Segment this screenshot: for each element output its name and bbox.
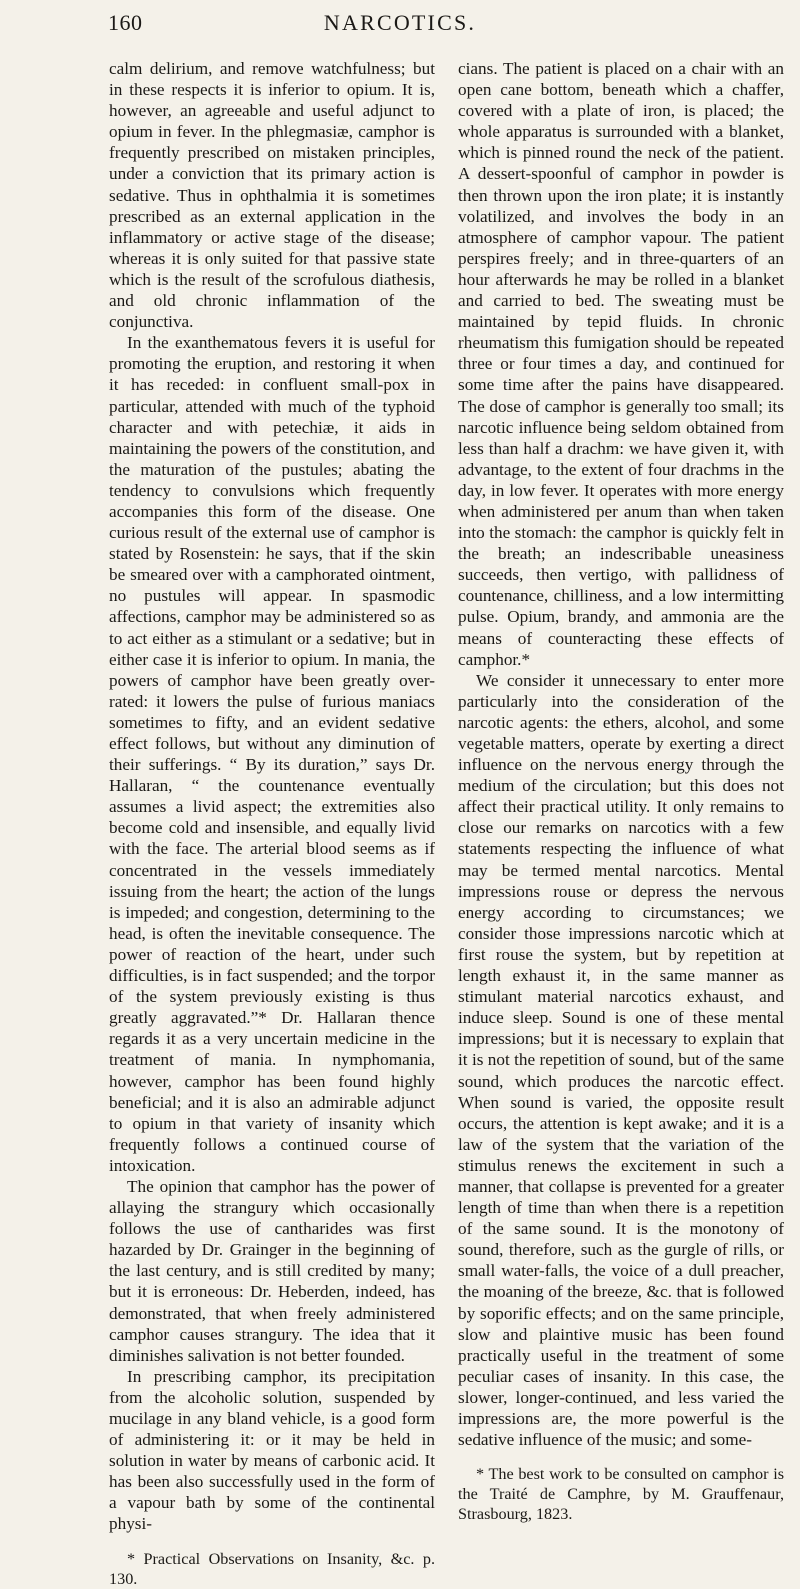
paragraph: We consider it unnecessary to enter more particularly into the consideration of the narcotic agents: the ethers, alcohol, and some vegetable matters, operate by exerting a direct influence on the nervous energy through the medium of the circulation; but this does not affect their practical utility. It only remains to close our remarks on narcotics with a few statements respecting the influence of what may be termed mental narcotics. Mental impressions rouse or depress the nervous energy according to circumstances; we consider those impressions narcotic which at first rouse the system, but by repetition at length exhaust it, in the same manner as stimulant material narcotics exhaust, and induce sleep. Sound is one of these mental impressions; but it is necessary to explain that it is not the repetition of sound, but of the same sound, which produces the narcotic effect. When sound is varied, the opposite result occurs, the attention is kept awake; and it is a law of the system that the variation of the stimulus renews the excitement in such a manner, that collapse is prevented for a greater length of time than when there is a repetition of the same sound. It is the monotony of sound, therefore, such as the gurgle of rills, or small water-falls, the voice of a dull preacher, the moaning of the breeze, &c. that is followed by soporific effects; and on the same principle, slow and plaintive music has been found practically useful in the treatment of some peculiar cases of insanity. In this case, the slower, longer-continued, and less varied the impressions are, the more powerful is the sedative influence of the music; and some-: [458, 670, 784, 1450]
footnote: [458, 1464, 784, 1524]
paragraph: The opinion that camphor has the power of allaying the strangury which occasionally follows the use of cantharides was first hazarded by Dr. Grainger in the beginning of the last century, and is still credited by many; but it is erroneous: Dr. Heberden, indeed, has demonstrated, that when freely administered camphor causes strangury. The idea that it diminishes salivation is not better founded.: [109, 1176, 435, 1365]
left-column: [109, 58, 435, 1589]
paragraph: In prescribing camphor, its precipitation from the alcoholic solution, suspended by mucilage in any bland vehicle, is a good form of administering it: or it may be held in solution in water by means of carbonic acid. It has been also successfully used in the form of a vapour bath by some of the continental physi-: [109, 1366, 435, 1534]
paragraph: cians. The patient is placed on a chair with an open cane bottom, beneath which a chaffer, covered with a plate of iron, is placed; the whole apparatus is surrounded with a blanket, which is pinned round the neck of the patient. A dessert-spoonful of camphor in powder is then thrown upon the iron plate; it is instantly volatilized, and involves the body in an atmosphere of camphor vapour. The patient perspires freely; and in three-quarters of an hour afterwards he may be rolled in a blanket and carried to bed. The sweating must be maintained by tepid fluids. In chronic rheumatism this fumigation should be repeated three or four times a day, and continued for some time after the pains have disappeared. The dose of camphor is generally too small; its narcotic influence being seldom obtained from less than half a drachm: we have given it, with advantage, to the extent of four drachms in the day, in low fever. It operates with more energy when administered per anum than when taken into the stomach: the camphor is quickly felt in the breath; an indescribable uneasiness succeeds, then vertigo, with pallidness of countenance, chilliness, and a low intermitting pulse. Opium, brandy, and ammonia are the means of counteracting these effects of camphor.*: [458, 59, 784, 669]
running-head: [0, 10, 800, 46]
footnote-text: * Practical Observations on Insanity, &c. p. 130.: [109, 1549, 435, 1588]
page-number: 160: [108, 10, 143, 35]
paragraph: In the exanthematous fevers it is useful for promoting the eruption, and restoring it when it has receded: in confluent small-pox in particular, attended with much of the typhoid character and with petechiæ, it aids in maintaining the powers of the constitution, and the maturation of the pustules; abating the tendency to convulsions which frequently accompanies this form of the disease. One curious result of the external use of camphor is stated by Rosenstein: he says, that if the skin be smeared over with a camphorated ointment, no pustules will appear. In spasmodic affections, camphor may be administered so as to act either as a stimulant or a sedative; but in either case it is inferior to opium. In mania, the powers of camphor have been greatly over-rated: it lowers the pulse of furious maniacs sometimes to fifty, and an evident sedative effect follows, but without any diminution of their sufferings. “ By its duration,” says Dr. Hallaran, “ the countenance eventually assumes a livid aspect; the extremities also become cold and insensible, and equally livid with the face. The arterial blood seems as if concentrated in the vessels immediately issuing from the heart; the action of the lungs is impeded; and congestion, determining to the head, is often the inevitable consequence. The power of reaction of the heart, under such difficulties, is in fact suspended; and the torpor of the system previously existing is thus greatly aggravated.”* Dr. Hallaran thence regards it as a very uncertain medicine in the treatment of mania. In nymphomania, however, camphor has been found highly beneficial; and it is also an admirable adjunct to opium in that variety of insanity which frequently follows a continued course of intoxication.: [109, 333, 435, 1175]
running-title: NARCOTICS.: [323, 10, 477, 35]
footnote-text: * The best work to be consulted on camphor is the Traité de Camphre, by M. Grauffenaur, Strasbourg, 1823.: [458, 1465, 784, 1524]
right-column: [458, 58, 784, 1524]
footnote: [109, 1549, 435, 1589]
paragraph: calm delirium, and remove watchfulness; but in these respects it is inferior to opium. It is, however, an agreeable and useful adjunct to opium in fever. In the phlegmasiæ, camphor is frequently prescribed on mistaken principles, under a conviction that its primary action is sedative. Thus in ophthalmia it is sometimes prescribed as an external application in the inflammatory or active stage of the disease; whereas it is only suited for that passive state which is the result of the scrofulous diathesis, and old chronic inflammation of the conjunctiva.: [109, 59, 435, 332]
